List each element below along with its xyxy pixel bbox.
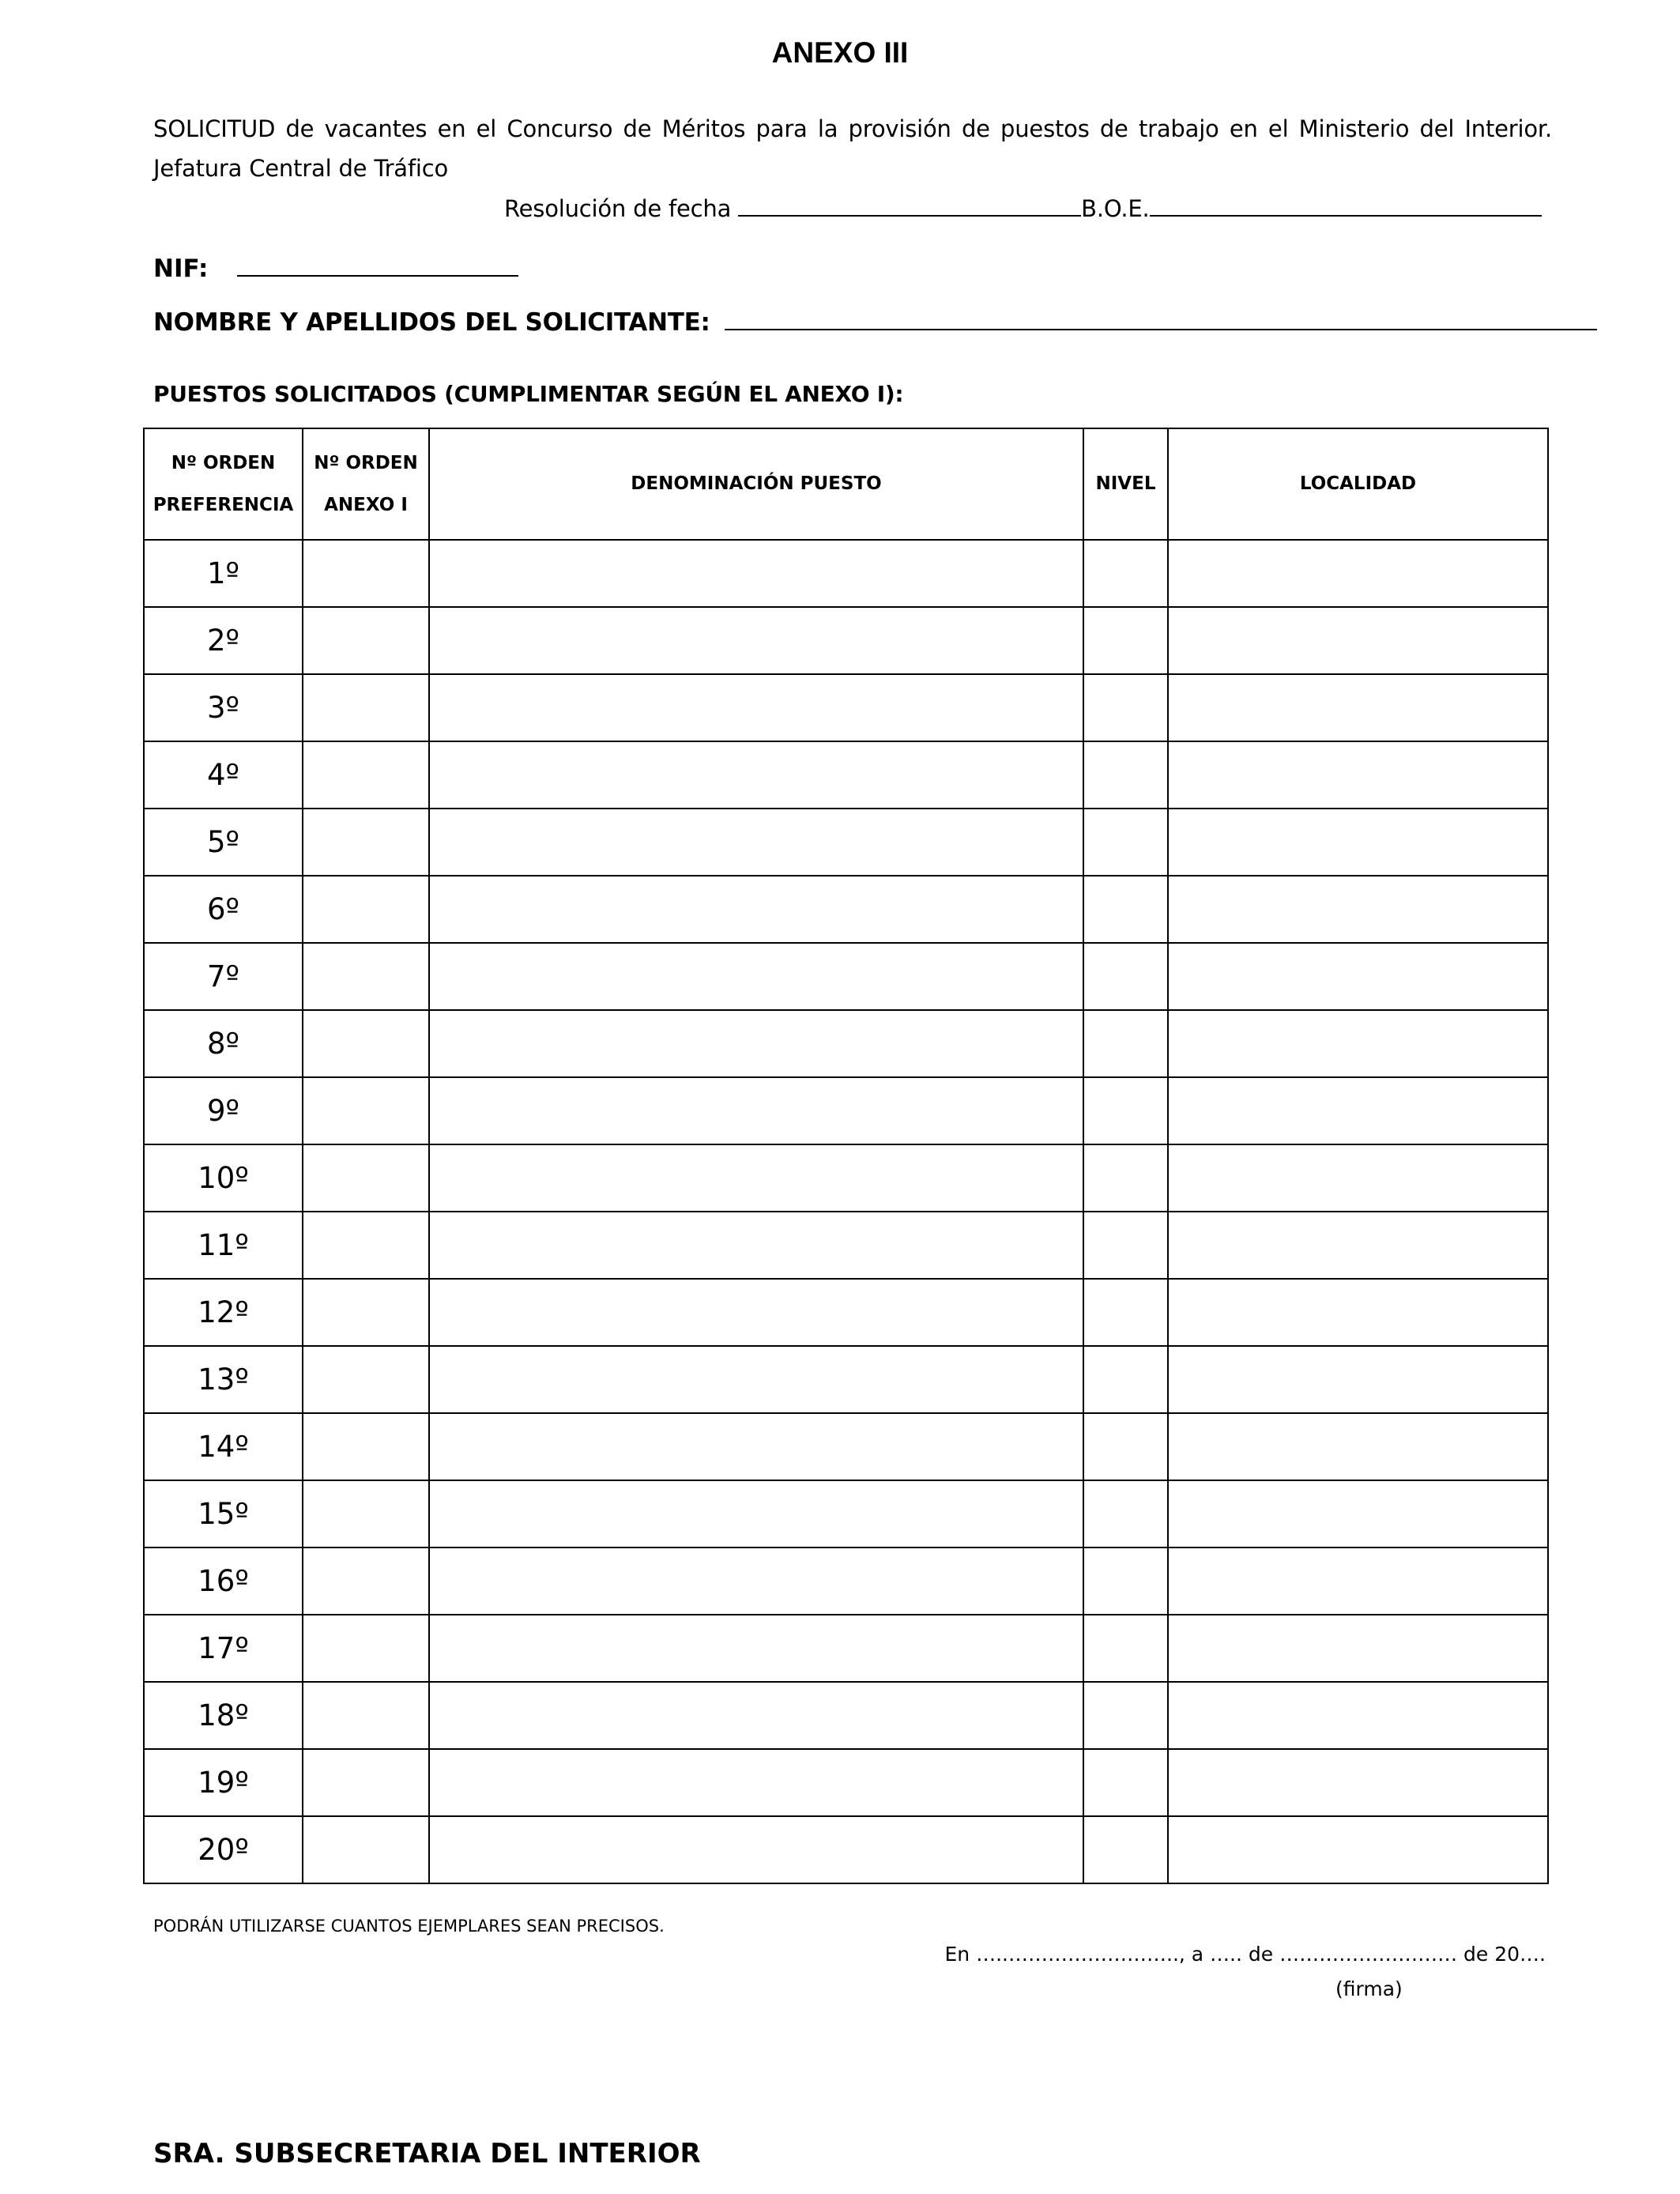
document-title: ANEXO III [771, 36, 909, 69]
resolution-label: Resolución de fecha [504, 195, 732, 222]
table-row [144, 1480, 1548, 1547]
cell-orden-preferencia: 3º [144, 674, 303, 741]
boe-label: B.O.E. [1081, 195, 1150, 222]
table-row [144, 1077, 1548, 1144]
table-row [144, 607, 1548, 674]
table-row [144, 1749, 1548, 1816]
table-row [144, 1547, 1548, 1615]
table-row [144, 741, 1548, 809]
resolution-date-field[interactable] [738, 193, 1081, 217]
cell-denominacion[interactable] [429, 1212, 1083, 1279]
cell-orden-preferencia: 7º [144, 943, 303, 1010]
cell-denominacion[interactable] [429, 1413, 1083, 1480]
cell-localidad[interactable] [1168, 1010, 1548, 1077]
cell-orden-anexo[interactable] [303, 1816, 429, 1883]
cell-orden-preferencia: 6º [144, 876, 303, 943]
cell-orden-preferencia: 14º [144, 1413, 303, 1480]
cell-nivel[interactable] [1083, 809, 1168, 876]
cell-orden-anexo[interactable] [303, 1547, 429, 1615]
cell-orden-preferencia: 11º [144, 1212, 303, 1279]
cell-orden-anexo[interactable] [303, 540, 429, 607]
cell-localidad[interactable] [1168, 1547, 1548, 1615]
cell-denominacion[interactable] [429, 876, 1083, 943]
cell-denominacion[interactable] [429, 809, 1083, 876]
cell-nivel[interactable] [1083, 1279, 1168, 1346]
copies-note: PODRÁN UTILIZARSE CUANTOS EJEMPLARES SEAN PRECISOS. [153, 1917, 665, 1936]
cell-nivel[interactable] [1083, 876, 1168, 943]
name-field[interactable] [725, 307, 1597, 330]
cell-orden-preferencia: 4º [144, 741, 303, 809]
table-row [144, 1010, 1548, 1077]
cell-denominacion[interactable] [429, 1077, 1083, 1144]
cell-localidad[interactable] [1168, 607, 1548, 674]
cell-localidad[interactable] [1168, 876, 1548, 943]
table-row [144, 1346, 1548, 1413]
positions-heading: PUESTOS SOLICITADOS (CUMPLIMENTAR SEGÚN EL ANEXO I): [153, 381, 904, 407]
place-date-line: En …..…………………….., a ….. de ……………………… de 20…. [944, 1943, 1546, 1966]
cell-localidad[interactable] [1168, 540, 1548, 607]
cell-orden-anexo[interactable] [303, 1682, 429, 1749]
cell-orden-preferencia: 18º [144, 1682, 303, 1749]
cell-nivel[interactable] [1083, 943, 1168, 1010]
table-row [144, 1144, 1548, 1212]
cell-denominacion[interactable] [429, 1816, 1083, 1883]
cell-localidad[interactable] [1168, 674, 1548, 741]
header-localidad: LOCALIDAD [1168, 428, 1548, 540]
cell-denominacion[interactable] [429, 1010, 1083, 1077]
cell-orden-preferencia: 2º [144, 607, 303, 674]
cell-nivel[interactable] [1083, 1144, 1168, 1212]
cell-nivel[interactable] [1083, 1212, 1168, 1279]
cell-localidad[interactable] [1168, 741, 1548, 809]
cell-localidad[interactable] [1168, 1480, 1548, 1547]
positions-table [143, 428, 1549, 1884]
header-nivel: NIVEL [1083, 428, 1168, 540]
cell-denominacion[interactable] [429, 1144, 1083, 1212]
cell-denominacion[interactable] [429, 1615, 1083, 1682]
cell-nivel[interactable] [1083, 1077, 1168, 1144]
cell-orden-anexo[interactable] [303, 1279, 429, 1346]
cell-orden-preferencia: 15º [144, 1480, 303, 1547]
cell-orden-anexo[interactable] [303, 876, 429, 943]
table-row [144, 1413, 1548, 1480]
cell-orden-anexo[interactable] [303, 1144, 429, 1212]
cell-orden-preferencia: 19º [144, 1749, 303, 1816]
cell-orden-anexo[interactable] [303, 674, 429, 741]
table-row [144, 809, 1548, 876]
header-orden-preferencia: Nº ORDEN PREFERENCIA [144, 428, 303, 540]
cell-denominacion[interactable] [429, 1547, 1083, 1615]
cell-localidad[interactable] [1168, 1212, 1548, 1279]
cell-nivel[interactable] [1083, 1413, 1168, 1480]
table-row [144, 876, 1548, 943]
cell-orden-preferencia: 20º [144, 1816, 303, 1883]
name-label: NOMBRE Y APELLIDOS DEL SOLICITANTE: [153, 308, 710, 337]
cell-localidad[interactable] [1168, 1346, 1548, 1413]
table-row [144, 1279, 1548, 1346]
cell-nivel[interactable] [1083, 674, 1168, 741]
cell-nivel[interactable] [1083, 607, 1168, 674]
table-row [144, 1682, 1548, 1749]
cell-orden-preferencia: 17º [144, 1615, 303, 1682]
cell-denominacion[interactable] [429, 1480, 1083, 1547]
cell-orden-anexo[interactable] [303, 1615, 429, 1682]
nif-label: NIF: [153, 254, 209, 283]
addressee: SRA. SUBSECRETARIA DEL INTERIOR [153, 2138, 701, 2169]
cell-denominacion[interactable] [429, 1346, 1083, 1413]
resolution-line [504, 193, 1542, 224]
cell-orden-anexo[interactable] [303, 1480, 429, 1547]
cell-orden-preferencia: 5º [144, 809, 303, 876]
cell-orden-anexo[interactable] [303, 809, 429, 876]
cell-orden-anexo[interactable] [303, 1212, 429, 1279]
table-row [144, 943, 1548, 1010]
cell-nivel[interactable] [1083, 1749, 1168, 1816]
name-line [153, 307, 1597, 337]
cell-localidad[interactable] [1168, 1615, 1548, 1682]
cell-orden-anexo[interactable] [303, 943, 429, 1010]
cell-orden-anexo[interactable] [303, 1346, 429, 1413]
cell-nivel[interactable] [1083, 1346, 1168, 1413]
cell-orden-anexo[interactable] [303, 1749, 429, 1816]
cell-localidad[interactable] [1168, 809, 1548, 876]
cell-localidad[interactable] [1168, 1144, 1548, 1212]
cell-localidad[interactable] [1168, 1077, 1548, 1144]
cell-orden-anexo[interactable] [303, 1077, 429, 1144]
cell-nivel[interactable] [1083, 741, 1168, 809]
boe-field[interactable] [1150, 193, 1542, 217]
cell-denominacion[interactable] [429, 943, 1083, 1010]
cell-nivel[interactable] [1083, 540, 1168, 607]
cell-denominacion[interactable] [429, 741, 1083, 809]
cell-denominacion[interactable] [429, 1682, 1083, 1749]
cell-nivel[interactable] [1083, 1682, 1168, 1749]
cell-orden-preferencia: 12º [144, 1279, 303, 1346]
cell-denominacion[interactable] [429, 1279, 1083, 1346]
table-row [144, 540, 1548, 607]
cell-denominacion[interactable] [429, 607, 1083, 674]
cell-denominacion[interactable] [429, 540, 1083, 607]
cell-denominacion[interactable] [429, 674, 1083, 741]
cell-orden-preferencia: 8º [144, 1010, 303, 1077]
nif-line [153, 253, 518, 283]
cell-orden-preferencia: 10º [144, 1144, 303, 1212]
intro-paragraph: SOLICITUD de vacantes en el Concurso de Méritos para la provisión de puestos de trabajo en el Ministerio del Interior. Jefatura Central de Tráfico [153, 115, 1552, 182]
cell-orden-preferencia: 9º [144, 1077, 303, 1144]
cell-localidad[interactable] [1168, 1413, 1548, 1480]
cell-localidad[interactable] [1168, 1816, 1548, 1883]
header-orden-anexo: Nº ORDEN ANEXO I [303, 428, 429, 540]
cell-nivel[interactable] [1083, 1547, 1168, 1615]
nif-field[interactable] [237, 253, 518, 277]
cell-nivel[interactable] [1083, 1010, 1168, 1077]
cell-orden-anexo[interactable] [303, 607, 429, 674]
cell-denominacion[interactable] [429, 1749, 1083, 1816]
cell-orden-anexo[interactable] [303, 1413, 429, 1480]
cell-nivel[interactable] [1083, 1816, 1168, 1883]
table-header-row [144, 428, 1548, 540]
cell-localidad[interactable] [1168, 943, 1548, 1010]
table-row [144, 674, 1548, 741]
cell-nivel[interactable] [1083, 1480, 1168, 1547]
cell-localidad[interactable] [1168, 1682, 1548, 1749]
cell-localidad[interactable] [1168, 1279, 1548, 1346]
cell-orden-preferencia: 1º [144, 540, 303, 607]
cell-localidad[interactable] [1168, 1749, 1548, 1816]
cell-nivel[interactable] [1083, 1615, 1168, 1682]
table-row [144, 1212, 1548, 1279]
header-denominacion: DENOMINACIÓN PUESTO [429, 428, 1083, 540]
signature-label: (firma) [1335, 1977, 1403, 2000]
table-row [144, 1816, 1548, 1883]
cell-orden-anexo[interactable] [303, 741, 429, 809]
cell-orden-anexo[interactable] [303, 1010, 429, 1077]
table-row [144, 1615, 1548, 1682]
cell-orden-preferencia: 16º [144, 1547, 303, 1615]
cell-orden-preferencia: 13º [144, 1346, 303, 1413]
